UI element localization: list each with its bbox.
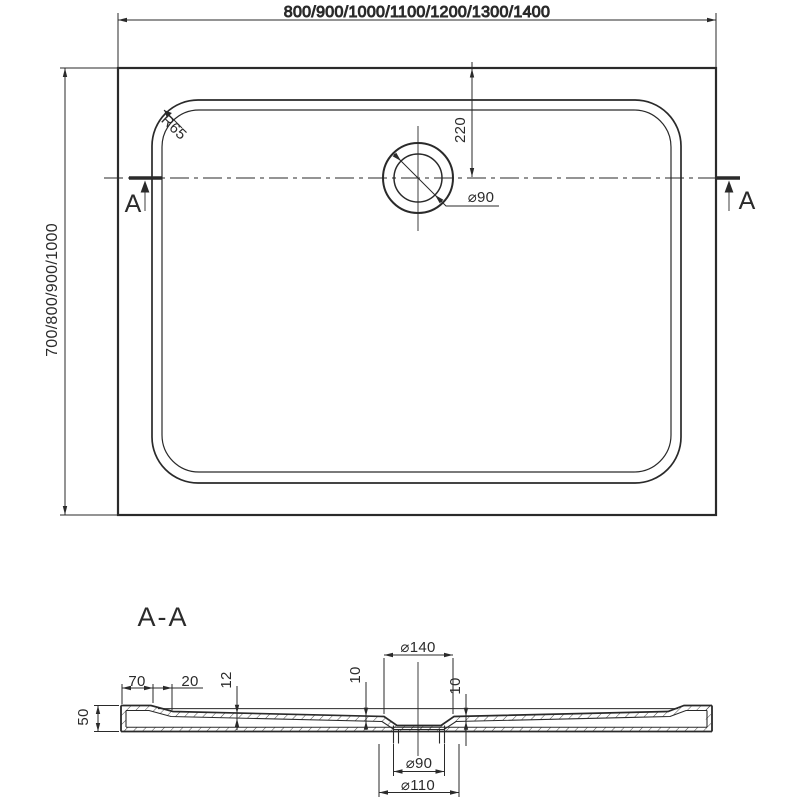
- height-dim-label: 700/800/900/1000: [44, 223, 61, 357]
- dim-d90-label: ⌀90: [405, 755, 433, 772]
- corner-radius-label: R65: [157, 111, 190, 144]
- rim-inner-edge: [162, 110, 671, 472]
- dim-height: [60, 68, 117, 515]
- drain-diameter-label: ⌀90: [467, 189, 495, 206]
- dim-20-label: 20: [181, 673, 199, 690]
- rim-outer-edge: [152, 100, 681, 483]
- section-marker-right: A: [738, 187, 756, 215]
- dim-10-left: [364, 682, 368, 730]
- dim-12-label: 12: [218, 671, 235, 689]
- width-dim-label: 800/900/1000/1100/1200/1300/1400: [283, 4, 551, 21]
- dim-d140: [384, 653, 453, 714]
- section-marker-left: A: [124, 190, 142, 218]
- section-title: A-A: [137, 602, 189, 632]
- tray-outline: [118, 68, 716, 515]
- dim-50-label: 50: [75, 708, 92, 726]
- dim-70-label: 70: [128, 673, 146, 690]
- dim-d110-label: ⌀110: [400, 777, 436, 794]
- dim-10-right-label: 10: [447, 677, 464, 695]
- dim-12: [235, 686, 239, 730]
- section-view: [75, 602, 712, 797]
- dim-50: [94, 706, 119, 732]
- plan-view: [44, 4, 756, 515]
- dim-d140-label: ⌀140: [400, 639, 436, 656]
- drain-offset-label: 220: [452, 117, 469, 143]
- dim-drain-offset: [470, 62, 474, 177]
- section-cut-right: [716, 178, 740, 211]
- dim-10-left-label: 10: [347, 666, 364, 684]
- dim-width: [118, 13, 716, 67]
